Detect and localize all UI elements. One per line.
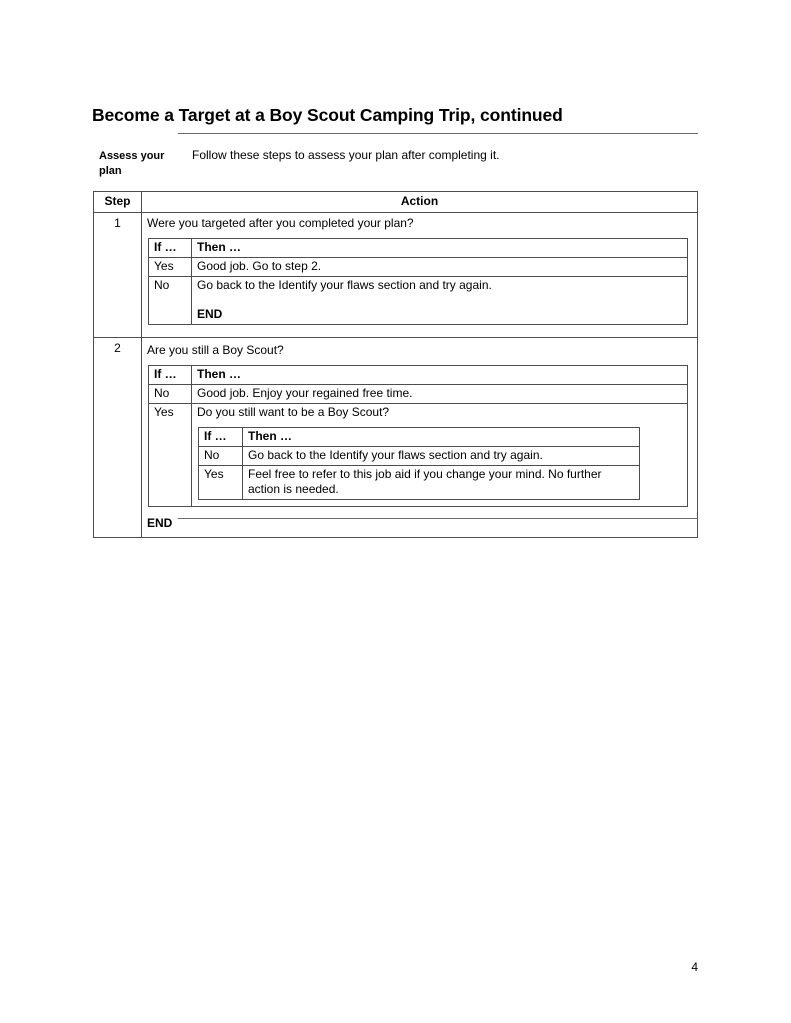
condition-value: No — [149, 385, 192, 404]
column-header-action: Action — [142, 192, 698, 213]
outcome-value: Go back to the Identify your flaws section and try again. — [243, 447, 640, 466]
column-header-then: Then … — [192, 239, 688, 258]
column-header-if: If … — [149, 239, 192, 258]
step-number: 2 — [94, 338, 142, 538]
column-header-step: Step — [94, 192, 142, 213]
sub-decision-row — [199, 447, 640, 466]
condition-value: No — [149, 277, 192, 325]
condition-value: Yes — [149, 404, 192, 507]
decision-row — [149, 385, 688, 404]
step-question: Were you targeted after you completed your plan? — [147, 216, 414, 230]
header-divider-rule — [178, 133, 698, 134]
steps-table — [93, 191, 698, 538]
outcome-text: Go back to the Identify your flaws section and try again. — [197, 278, 492, 292]
column-header-if: If … — [149, 366, 192, 385]
section-intro-text: Follow these steps to assess your plan after completing it. — [192, 148, 500, 162]
condition-value: Yes — [149, 258, 192, 277]
sub-decision-table — [198, 427, 640, 500]
outcome-text: Do you still want to be a Boy Scout? — [197, 405, 390, 419]
column-header-then: Then … — [243, 428, 640, 447]
condition-value: Yes — [199, 466, 243, 500]
step-number: 1 — [94, 213, 142, 338]
end-marker: END — [197, 307, 223, 321]
outcome-value: Good job. Enjoy your regained free time. — [192, 385, 688, 404]
table-row — [94, 338, 698, 538]
outcome-value: Good job. Go to step 2. — [192, 258, 688, 277]
column-header-if: If … — [199, 428, 243, 447]
step-action — [142, 338, 698, 538]
decision-header-row — [149, 239, 688, 258]
table-header-row — [94, 192, 698, 213]
decision-row — [149, 258, 688, 277]
page-title: Become a Target at a Boy Scout Camping Trip, continued — [92, 104, 563, 125]
outcome-value — [192, 277, 688, 325]
decision-table — [148, 365, 688, 507]
column-header-then: Then … — [192, 366, 688, 385]
sub-decision-row — [199, 466, 640, 500]
outcome-value — [192, 404, 688, 507]
page-number: 4 — [691, 960, 698, 974]
step-question: Are you still a Boy Scout? — [147, 343, 284, 357]
blank-line — [197, 293, 682, 307]
decision-table — [148, 238, 688, 325]
outcome-value: Feel free to refer to this job aid if you change your mind. No further action is needed. — [243, 466, 640, 500]
decision-row — [149, 404, 688, 507]
sub-decision-header-row — [199, 428, 640, 447]
end-marker: END — [147, 516, 173, 530]
table-row — [94, 213, 698, 338]
footer-divider-rule — [178, 518, 698, 519]
decision-row — [149, 277, 688, 325]
step-action — [142, 213, 698, 338]
section-label: Assess your plan — [99, 150, 165, 177]
decision-header-row — [149, 366, 688, 385]
condition-value: No — [199, 447, 243, 466]
